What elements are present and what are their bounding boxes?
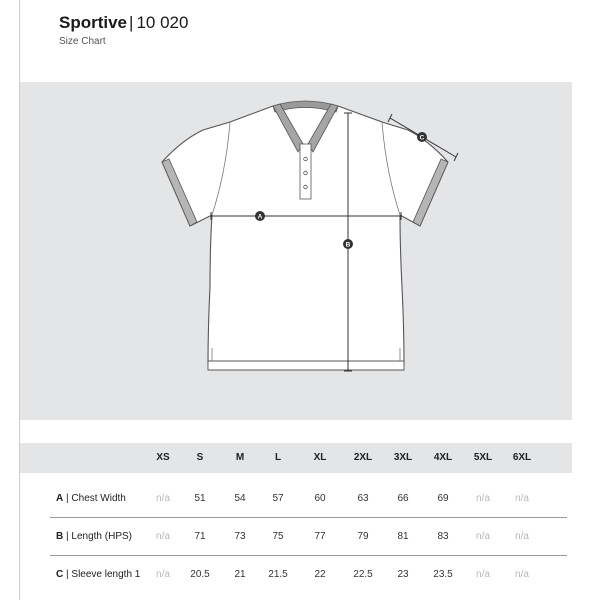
product-code: 10 020: [136, 13, 189, 32]
product-name: Sportive: [59, 13, 128, 32]
table-cell: n/a: [156, 569, 170, 580]
size-header-5xl: 5XL: [473, 452, 493, 463]
table-cell: n/a: [515, 569, 529, 580]
table-cell: 66: [397, 493, 409, 504]
row-separator: |: [66, 569, 69, 580]
table-cell: 71: [194, 531, 206, 542]
size-header-xs: XS: [156, 452, 170, 463]
button-1: [304, 157, 308, 161]
table-cell: 23.5: [433, 569, 453, 580]
marker-a-label: A: [257, 213, 263, 221]
row-title: Sleeve length 1: [71, 569, 141, 580]
row-letter: C: [56, 569, 64, 580]
row-separator: |: [66, 493, 69, 504]
size-table: [20, 443, 572, 594]
table-cell: 79: [357, 531, 369, 542]
table-cell: 21: [234, 569, 246, 580]
table-cell: 77: [314, 531, 326, 542]
size-header-4xl: 4XL: [433, 452, 453, 463]
marker-b-label: B: [345, 241, 351, 249]
button-3: [304, 185, 308, 189]
size-header-xl: XL: [313, 452, 327, 463]
polo-shirt-diagram: [20, 82, 572, 420]
table-cell: 83: [437, 531, 449, 542]
marker-c-label: C: [419, 134, 425, 142]
page-title: [59, 13, 188, 33]
table-cell: 51: [194, 493, 206, 504]
row-label: [56, 480, 126, 518]
table-cell: 73: [234, 531, 246, 542]
row-label: [56, 556, 140, 594]
table-cell: n/a: [476, 531, 490, 542]
garment-diagram-panel: [20, 82, 572, 420]
page-header: [59, 13, 188, 47]
table-row-sleeve-length: [20, 556, 572, 594]
table-cell: 69: [437, 493, 449, 504]
table-cell: n/a: [156, 493, 170, 504]
table-cell: n/a: [476, 569, 490, 580]
row-letter: B: [56, 531, 64, 542]
row-label: [56, 518, 132, 556]
size-header-m: M: [235, 452, 245, 463]
table-cell: n/a: [515, 531, 529, 542]
row-title: Length (HPS): [71, 531, 132, 542]
table-cell: 22.5: [353, 569, 373, 580]
table-cell: 57: [272, 493, 284, 504]
table-cell: 63: [357, 493, 369, 504]
table-cell: n/a: [515, 493, 529, 504]
table-cell: 20.5: [190, 569, 210, 580]
table-row-length: [20, 518, 572, 556]
table-cell: 60: [314, 493, 326, 504]
title-separator: |: [129, 13, 134, 32]
row-title: Chest Width: [71, 493, 126, 504]
row-letter: A: [56, 493, 64, 504]
table-cell: 54: [234, 493, 246, 504]
button-2: [304, 171, 308, 175]
table-cell: n/a: [476, 493, 490, 504]
size-header-s: S: [196, 452, 204, 463]
table-cell: 81: [397, 531, 409, 542]
table-cell: 23: [397, 569, 409, 580]
table-row-chest-width: [20, 480, 572, 518]
table-cell: 21.5: [268, 569, 288, 580]
size-header-2xl: 2XL: [353, 452, 373, 463]
table-cell: 75: [272, 531, 284, 542]
page-subtitle: Size Chart: [59, 36, 106, 47]
size-header-l: L: [274, 452, 282, 463]
size-header-3xl: 3XL: [393, 452, 413, 463]
size-header-6xl: 6XL: [512, 452, 532, 463]
table-cell: 22: [314, 569, 326, 580]
row-separator: |: [66, 531, 69, 542]
size-table-header: [20, 443, 572, 473]
hem-band: [208, 361, 404, 370]
table-cell: n/a: [156, 531, 170, 542]
